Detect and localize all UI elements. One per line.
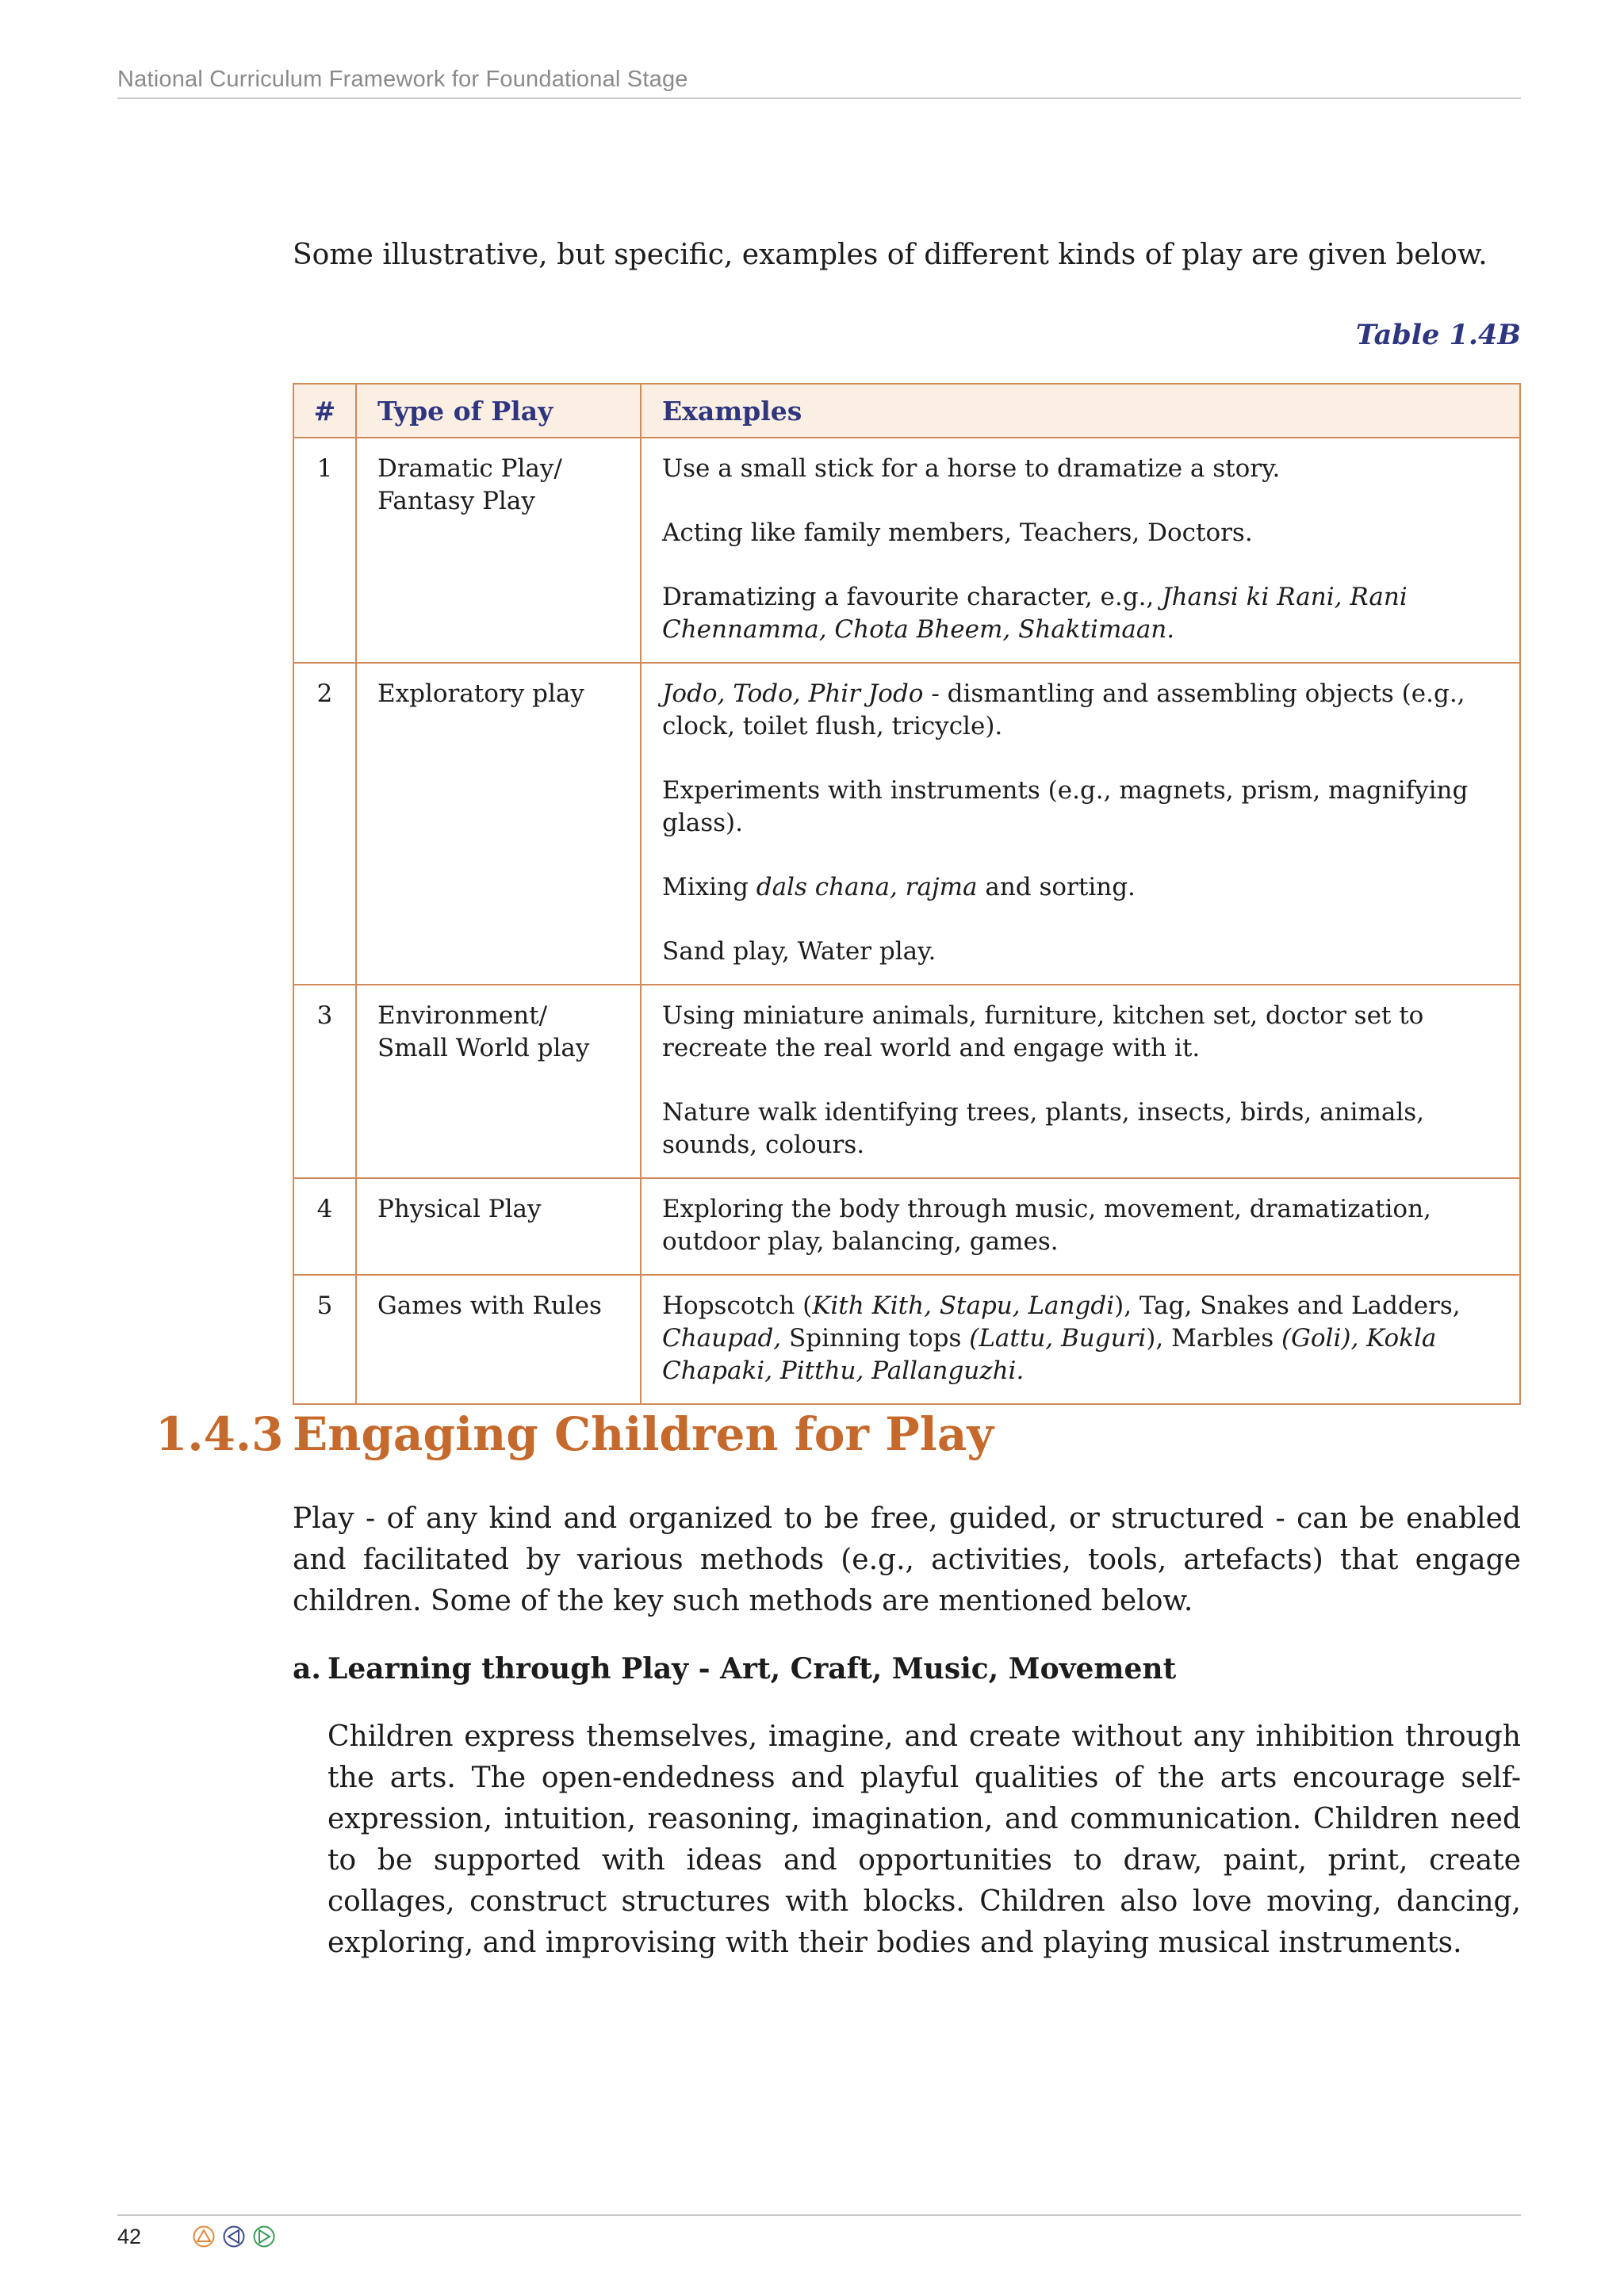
row-examples: [641, 438, 1520, 663]
example-line: [662, 581, 1500, 646]
row-number: 4: [293, 1178, 356, 1275]
example-italic-text: Kith Kith, Stapu, Langdi: [812, 1292, 1115, 1320]
example-text: Exploring the body through music, movement, dramatization, outdoor play, balancing, games.: [662, 1195, 1431, 1256]
subsection-label: a.: [293, 1652, 321, 1686]
row-examples: [641, 1275, 1520, 1404]
footer-rule: [117, 2214, 1521, 2216]
example-line: [662, 1193, 1500, 1258]
page-number: 42: [117, 2225, 142, 2248]
example-text: Acting like family members, Teachers, Doctors.: [662, 519, 1253, 547]
example-italic-text: (Lattu, Buguri: [969, 1324, 1147, 1353]
example-line: [662, 1096, 1500, 1161]
footer-icons: [192, 2225, 276, 2248]
section-paragraph: Play - of any kind and organized to be free, guided, or structured - can be enabled and facilitated by various methods (e.g., activities, tools, artefacts) that engage children. Some of the key such methods are mentioned below.: [293, 1502, 1521, 1617]
header-rule: [117, 98, 1521, 99]
example-line: [662, 453, 1500, 485]
example-text: Hopscotch (: [662, 1292, 813, 1320]
table-header-row: [293, 384, 1520, 438]
example-line: [662, 678, 1500, 743]
example-text: and sorting.: [977, 873, 1136, 901]
example-italic-text: Jodo, Todo, Phir Jodo: [662, 679, 924, 708]
row-type-of-play: Physical Play: [356, 1178, 641, 1275]
example-italic-text: Chaupad,: [662, 1324, 782, 1353]
subsection-paragraph: Children express themselves, imagine, and create without any inhibition through the arts. The open-endedness and playful qualities of the arts encourage self-expression, intuition, reasoning, imagination, and communication. Children need to be supported with ideas and opportunities to draw, paint, print, create collages, construct structures with blocks. Children also love moving, dancing, exploring, and improvising with their bodies and playing musical instruments.: [327, 1720, 1521, 1959]
table-row: [293, 438, 1520, 663]
example-line: [662, 517, 1500, 549]
example-line: [662, 871, 1500, 904]
row-number: 5: [293, 1275, 356, 1404]
row-type-of-play: Games with Rules: [356, 1275, 641, 1404]
row-type-of-play: Dramatic Play/ Fantasy Play: [356, 438, 641, 663]
example-text: Experiments with instruments (e.g., magnets, prism, magnifying glass).: [662, 776, 1469, 837]
example-text: - dismantling and assembling objects (e.g., clock, toilet flush, tricycle).: [662, 679, 1465, 740]
example-text: Dramatizing a favourite character, e.g.,: [662, 583, 1162, 611]
table-row: [293, 985, 1520, 1178]
example-text: Using miniature animals, furniture, kitchen set, doctor set to recreate the real world and engage with it.: [662, 1001, 1424, 1062]
header-type-of-play: Type of Play: [356, 384, 641, 438]
example-italic-text: (Goli), Kokla Chapaki, Pitthu, Pallanguzhi.: [662, 1324, 1437, 1385]
header-examples: Examples: [641, 384, 1520, 438]
row-examples: [641, 1178, 1520, 1275]
header-number: #: [293, 384, 356, 438]
row-examples: [641, 985, 1520, 1178]
row-type-of-play: Environment/ Small World play: [356, 985, 641, 1178]
example-italic-text: Jhansi ki Rani, Rani Chennamma, Chota Bheem, Shaktimaan.: [662, 583, 1408, 644]
example-line: [662, 936, 1500, 968]
example-text: Spinning tops: [781, 1324, 970, 1353]
example-text: Nature walk identifying trees, plants, insects, birds, animals, sounds, colours.: [662, 1098, 1425, 1159]
example-text: Mixing: [662, 873, 756, 901]
table-row: [293, 1178, 1520, 1275]
running-header: National Curriculum Framework for Foundational Stage: [117, 67, 688, 92]
example-text: Use a small stick for a horse to dramatize a story.: [662, 454, 1281, 483]
example-italic-text: dals chana, rajma: [756, 873, 978, 901]
section-title: Engaging Children for Play: [293, 1407, 994, 1461]
triangle-right-icon: [252, 2225, 276, 2248]
row-type-of-play: Exploratory play: [356, 663, 641, 985]
example-text: Sand play, Water play.: [662, 937, 936, 966]
table-row: [293, 1275, 1520, 1404]
intro-paragraph: Some illustrative, but specific, examples of different kinds of play are given below.: [293, 239, 1488, 271]
play-types-table: [293, 383, 1521, 1405]
example-text: ), Marbles: [1146, 1324, 1282, 1353]
row-examples: [641, 663, 1520, 985]
example-line: [662, 775, 1500, 840]
subsection-title: Learning through Play - Art, Craft, Music, Movement: [327, 1652, 1177, 1686]
subsection-heading: [293, 1652, 1521, 1686]
table-row: [293, 663, 1520, 985]
table-caption: Table 1.4B: [1355, 319, 1521, 351]
triangle-up-icon: [192, 2225, 216, 2248]
row-number: 2: [293, 663, 356, 985]
example-text: ), Tag, Snakes and Ladders,: [1114, 1292, 1461, 1320]
triangle-left-icon: [222, 2225, 246, 2248]
table-body: [293, 438, 1520, 1404]
row-number: 3: [293, 985, 356, 1178]
example-line: [662, 1000, 1500, 1065]
example-line: [662, 1290, 1500, 1387]
section-number: 1.4.3: [155, 1407, 284, 1461]
row-number: 1: [293, 438, 356, 663]
